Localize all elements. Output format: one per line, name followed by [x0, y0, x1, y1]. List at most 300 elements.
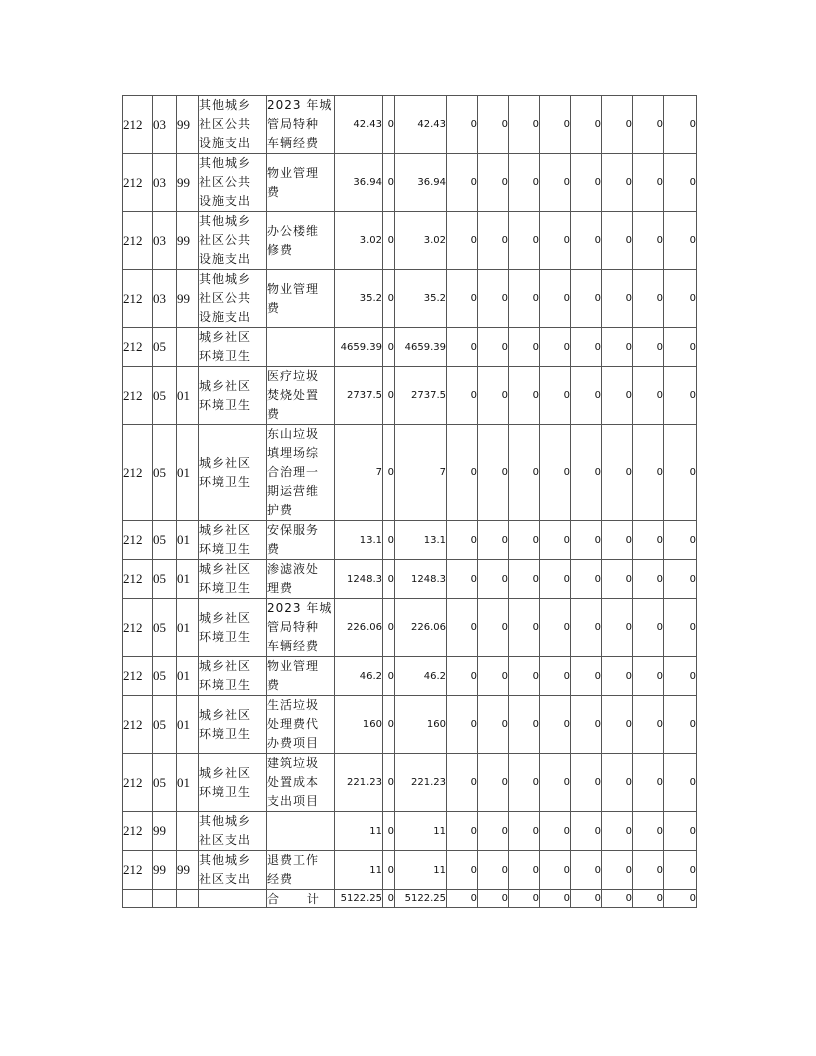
class-code: 212 — [123, 96, 153, 154]
value-cell: 0 — [447, 154, 478, 212]
item-name — [199, 154, 267, 212]
value-cell: 0 — [571, 657, 602, 696]
item-name-line: 城乡社区 — [199, 610, 252, 625]
item-code: 01 — [177, 521, 199, 560]
value-cell: 0 — [509, 270, 540, 328]
item-code: 01 — [177, 560, 199, 599]
value-cell: 0 — [571, 154, 602, 212]
table-body — [123, 96, 697, 908]
project-name-line: 物业管理 — [267, 659, 320, 673]
project-name-line: 车辆经费 — [267, 639, 320, 653]
value-cell: 0 — [571, 425, 602, 521]
value-cell: 0 — [664, 328, 697, 367]
project-name-line: 费 — [267, 542, 281, 556]
value-cell: 0 — [540, 96, 571, 154]
item-name-line: 设施支出 — [199, 194, 252, 208]
item-code — [177, 328, 199, 367]
value-cell: 0 — [383, 521, 395, 560]
project-name-line: 费 — [267, 678, 281, 692]
total-amount: 2737.5 — [335, 367, 383, 425]
total-amount: 35.2 — [335, 270, 383, 328]
item-code: 99 — [177, 851, 199, 890]
project-name-line: 安保服务 — [267, 523, 320, 537]
value-cell: 0 — [664, 890, 697, 908]
value-cell: 0 — [664, 599, 697, 657]
total-amount: 1248.3 — [335, 560, 383, 599]
value-cell: 0 — [383, 599, 395, 657]
section-code: 03 — [153, 270, 177, 328]
table-row — [123, 96, 697, 154]
total-amount: 13.1 — [335, 521, 383, 560]
value-cell: 0 — [633, 890, 664, 908]
budget-table — [122, 95, 697, 908]
subtotal-amount: 3.02 — [395, 212, 447, 270]
value-cell: 0 — [478, 890, 509, 908]
value-cell: 0 — [383, 754, 395, 812]
value-cell: 0 — [509, 154, 540, 212]
total-amount: 226.06 — [335, 599, 383, 657]
value-cell: 0 — [602, 154, 633, 212]
value-cell: 0 — [540, 754, 571, 812]
project-name — [267, 425, 335, 521]
item-name-line: 环境卫生 — [199, 678, 252, 692]
table-row — [123, 521, 697, 560]
item-name-line: 设施支出 — [199, 252, 252, 266]
value-cell: 0 — [571, 851, 602, 890]
value-cell: 0 — [633, 425, 664, 521]
item-name-line: 设施支出 — [199, 310, 252, 324]
subtotal-amount: 2737.5 — [395, 367, 447, 425]
item-name — [199, 212, 267, 270]
project-name-line: 退费工作 — [267, 853, 320, 867]
section-code: 05 — [153, 560, 177, 599]
value-cell: 0 — [633, 367, 664, 425]
item-name-line: 其他城乡 — [199, 98, 252, 112]
item-name-line: 社区支出 — [199, 872, 252, 886]
subtotal-amount: 1248.3 — [395, 560, 447, 599]
item-code: 01 — [177, 367, 199, 425]
item-name-line: 设施支出 — [199, 136, 252, 150]
table-row — [123, 657, 697, 696]
table-row — [123, 270, 697, 328]
section-code: 99 — [153, 812, 177, 851]
value-cell: 0 — [478, 154, 509, 212]
item-name-line: 其他城乡 — [199, 272, 252, 286]
value-cell: 0 — [540, 657, 571, 696]
value-cell: 0 — [602, 599, 633, 657]
item-name-line: 环境卫生 — [199, 397, 252, 412]
value-cell: 0 — [602, 270, 633, 328]
project-name — [267, 328, 335, 367]
project-name-line: 合治理一 — [267, 465, 320, 479]
class-code: 212 — [123, 560, 153, 599]
section-code: 99 — [153, 851, 177, 890]
item-name-line: 其他城乡 — [199, 214, 252, 228]
subtotal-amount: 46.2 — [395, 657, 447, 696]
value-cell: 0 — [478, 851, 509, 890]
project-name-line: 医疗垃圾 — [267, 369, 320, 383]
item-code: 01 — [177, 696, 199, 754]
value-cell: 0 — [540, 521, 571, 560]
value-cell: 0 — [478, 560, 509, 599]
project-name-line: 2023 年城 — [267, 98, 333, 112]
item-name — [199, 425, 267, 521]
value-cell: 0 — [447, 270, 478, 328]
value-cell: 0 — [571, 754, 602, 812]
value-cell: 0 — [602, 212, 633, 270]
value-cell: 0 — [383, 890, 395, 908]
project-name — [267, 560, 335, 599]
class-code: 212 — [123, 521, 153, 560]
value-cell: 0 — [602, 696, 633, 754]
value-cell: 0 — [540, 560, 571, 599]
value-cell: 0 — [633, 270, 664, 328]
value-cell: 0 — [571, 890, 602, 908]
project-name-line: 东山垃圾 — [267, 427, 320, 441]
item-name-line: 城乡社区 — [199, 659, 252, 673]
project-name-line: 填埋场综 — [267, 446, 320, 460]
value-cell: 0 — [447, 851, 478, 890]
value-cell: 0 — [540, 599, 571, 657]
item-name — [199, 367, 267, 425]
class-code: 212 — [123, 851, 153, 890]
value-cell: 0 — [509, 96, 540, 154]
item-name-line: 城乡社区 — [199, 707, 252, 722]
value-cell: 0 — [633, 328, 664, 367]
item-name-line: 城乡社区 — [199, 378, 252, 393]
class-code: 212 — [123, 212, 153, 270]
empty-cell — [199, 890, 267, 908]
table-row — [123, 154, 697, 212]
item-name — [199, 96, 267, 154]
value-cell: 0 — [383, 270, 395, 328]
project-name-line: 物业管理 — [267, 165, 320, 180]
section-code: 05 — [153, 599, 177, 657]
item-name — [199, 812, 267, 851]
value-cell: 0 — [571, 560, 602, 599]
value-cell: 0 — [478, 212, 509, 270]
section-code: 03 — [153, 96, 177, 154]
value-cell: 0 — [664, 367, 697, 425]
value-cell: 0 — [540, 425, 571, 521]
value-cell: 0 — [447, 696, 478, 754]
value-cell: 0 — [664, 657, 697, 696]
table-row — [123, 328, 697, 367]
total-amount: 42.43 — [335, 96, 383, 154]
value-cell: 0 — [509, 599, 540, 657]
value-cell: 0 — [602, 328, 633, 367]
total-amount: 221.23 — [335, 754, 383, 812]
item-name — [199, 270, 267, 328]
value-cell: 0 — [571, 96, 602, 154]
item-code: 01 — [177, 754, 199, 812]
subtotal-amount: 13.1 — [395, 521, 447, 560]
item-name — [199, 696, 267, 754]
value-cell: 0 — [571, 270, 602, 328]
item-code: 99 — [177, 212, 199, 270]
project-name-line: 办公楼维 — [267, 223, 320, 238]
value-cell: 0 — [602, 96, 633, 154]
class-code: 212 — [123, 154, 153, 212]
item-name-line: 其他城乡 — [199, 156, 252, 170]
value-cell: 0 — [602, 657, 633, 696]
item-name-line: 城乡社区 — [199, 523, 252, 537]
value-cell: 0 — [478, 812, 509, 851]
project-name-line: 护费 — [267, 503, 294, 517]
item-name — [199, 560, 267, 599]
value-cell: 0 — [633, 521, 664, 560]
table-row — [123, 812, 697, 851]
value-cell: 0 — [509, 812, 540, 851]
subtotal-amount: 226.06 — [395, 599, 447, 657]
item-name — [199, 851, 267, 890]
value-cell: 0 — [447, 367, 478, 425]
item-name-line: 环境卫生 — [199, 629, 252, 644]
value-cell: 0 — [478, 657, 509, 696]
value-cell: 0 — [383, 212, 395, 270]
value-cell: 0 — [383, 367, 395, 425]
item-name-line: 环境卫生 — [199, 784, 252, 799]
value-cell: 0 — [509, 657, 540, 696]
project-name-line: 管局特种 — [267, 620, 320, 634]
value-cell: 0 — [571, 521, 602, 560]
project-name-line: 焚烧处置 — [267, 388, 320, 402]
value-cell: 0 — [633, 851, 664, 890]
section-code: 05 — [153, 696, 177, 754]
table-row — [123, 754, 697, 812]
item-name-line: 社区公共 — [199, 175, 252, 189]
item-name-line: 城乡社区 — [199, 562, 252, 576]
subtotal-amount: 42.43 — [395, 96, 447, 154]
value-cell: 0 — [383, 154, 395, 212]
subtotal-amount: 7 — [395, 425, 447, 521]
project-name-line: 费 — [267, 300, 281, 315]
project-name-line: 费 — [267, 184, 281, 199]
subtotal-amount: 160 — [395, 696, 447, 754]
total-amount: 7 — [335, 425, 383, 521]
value-cell: 0 — [633, 696, 664, 754]
value-cell: 0 — [540, 812, 571, 851]
value-cell: 0 — [447, 96, 478, 154]
value-cell: 0 — [447, 212, 478, 270]
item-name-line: 环境卫生 — [199, 474, 252, 489]
table-row — [123, 367, 697, 425]
class-code: 212 — [123, 754, 153, 812]
value-cell: 0 — [540, 851, 571, 890]
table-row — [123, 599, 697, 657]
class-code: 212 — [123, 367, 153, 425]
value-cell: 0 — [478, 599, 509, 657]
value-cell: 0 — [664, 696, 697, 754]
project-name — [267, 599, 335, 657]
value-cell: 0 — [664, 154, 697, 212]
project-name-line: 处理费代 — [267, 717, 320, 731]
item-name-line: 其他城乡 — [199, 814, 252, 828]
value-cell: 0 — [478, 328, 509, 367]
table-row — [123, 851, 697, 890]
value-cell: 0 — [633, 560, 664, 599]
item-name-line: 社区公共 — [199, 291, 252, 305]
value-cell: 0 — [540, 328, 571, 367]
value-cell: 0 — [633, 96, 664, 154]
section-code: 05 — [153, 521, 177, 560]
value-cell: 0 — [447, 560, 478, 599]
value-cell: 0 — [383, 425, 395, 521]
item-code: 99 — [177, 270, 199, 328]
value-cell: 0 — [478, 425, 509, 521]
total-amount: 3.02 — [335, 212, 383, 270]
project-name-line: 修费 — [267, 242, 294, 257]
value-cell: 0 — [633, 754, 664, 812]
class-code: 212 — [123, 657, 153, 696]
section-code: 05 — [153, 657, 177, 696]
project-name-line: 支出项目 — [267, 794, 320, 808]
value-cell: 0 — [664, 270, 697, 328]
item-name — [199, 754, 267, 812]
project-name-line: 费 — [267, 407, 281, 421]
project-name-line: 渗滤液处 — [267, 562, 320, 576]
project-name-line: 生活垃圾 — [267, 698, 320, 712]
subtotal-amount: 35.2 — [395, 270, 447, 328]
value-cell: 0 — [664, 521, 697, 560]
item-name-line: 城乡社区 — [199, 455, 252, 470]
value-cell: 0 — [478, 521, 509, 560]
project-name — [267, 212, 335, 270]
value-cell: 0 — [383, 560, 395, 599]
value-cell: 0 — [509, 696, 540, 754]
value-cell: 0 — [383, 96, 395, 154]
value-cell: 0 — [509, 328, 540, 367]
project-name-line: 理费 — [267, 581, 294, 595]
total-amount: 160 — [335, 696, 383, 754]
section-code: 05 — [153, 328, 177, 367]
value-cell: 0 — [509, 754, 540, 812]
value-cell: 0 — [447, 425, 478, 521]
project-name-line: 管局特种 — [267, 117, 320, 131]
value-cell: 0 — [571, 812, 602, 851]
item-name-line: 城乡社区 — [199, 765, 252, 780]
value-cell: 0 — [602, 890, 633, 908]
value-cell: 0 — [540, 890, 571, 908]
project-name-line: 期运营维 — [267, 484, 320, 498]
value-cell: 0 — [602, 851, 633, 890]
project-name — [267, 521, 335, 560]
value-cell: 0 — [540, 270, 571, 328]
value-cell: 0 — [602, 425, 633, 521]
value-cell: 0 — [571, 367, 602, 425]
table-row — [123, 560, 697, 599]
total-label: 合 计 — [267, 890, 335, 908]
item-name-line: 城乡社区 — [199, 330, 252, 344]
value-cell: 0 — [478, 270, 509, 328]
value-cell: 0 — [509, 890, 540, 908]
project-name-line: 车辆经费 — [267, 136, 320, 150]
total-amount: 36.94 — [335, 154, 383, 212]
value-cell: 0 — [633, 812, 664, 851]
project-name — [267, 657, 335, 696]
subtotal-amount: 221.23 — [395, 754, 447, 812]
value-cell: 0 — [664, 812, 697, 851]
value-cell: 0 — [664, 851, 697, 890]
item-name — [199, 599, 267, 657]
value-cell: 0 — [509, 425, 540, 521]
subtotal-amount: 11 — [395, 851, 447, 890]
value-cell: 0 — [540, 696, 571, 754]
project-name-line: 经费 — [267, 872, 294, 886]
value-cell: 0 — [633, 657, 664, 696]
value-cell: 0 — [540, 212, 571, 270]
value-cell: 0 — [602, 754, 633, 812]
value-cell: 0 — [383, 851, 395, 890]
item-name-line: 环境卫生 — [199, 726, 252, 741]
item-code: 99 — [177, 96, 199, 154]
subtotal-amount: 36.94 — [395, 154, 447, 212]
item-name-line: 环境卫生 — [199, 581, 252, 595]
class-code: 212 — [123, 696, 153, 754]
class-code: 212 — [123, 599, 153, 657]
section-code: 03 — [153, 154, 177, 212]
item-name — [199, 328, 267, 367]
subtotal-amount: 11 — [395, 812, 447, 851]
value-cell: 0 — [447, 812, 478, 851]
value-cell: 0 — [478, 696, 509, 754]
value-cell: 0 — [383, 696, 395, 754]
value-cell: 0 — [509, 851, 540, 890]
value-cell: 0 — [633, 599, 664, 657]
total-amount: 46.2 — [335, 657, 383, 696]
item-code: 01 — [177, 425, 199, 521]
value-cell: 0 — [447, 754, 478, 812]
section-code: 03 — [153, 212, 177, 270]
item-name-line: 其他城乡 — [199, 853, 252, 867]
value-cell: 0 — [571, 212, 602, 270]
value-cell: 0 — [664, 212, 697, 270]
section-code: 05 — [153, 367, 177, 425]
total-amount: 11 — [335, 812, 383, 851]
project-name-line: 办费项目 — [267, 736, 320, 750]
class-code: 212 — [123, 270, 153, 328]
value-cell: 0 — [571, 599, 602, 657]
value-cell: 0 — [509, 212, 540, 270]
class-code: 212 — [123, 812, 153, 851]
project-name — [267, 96, 335, 154]
item-code: 99 — [177, 154, 199, 212]
value-cell: 0 — [571, 328, 602, 367]
value-cell: 0 — [633, 154, 664, 212]
project-name-line: 处置成本 — [267, 775, 320, 789]
value-cell: 0 — [633, 212, 664, 270]
item-name-line: 环境卫生 — [199, 349, 252, 363]
value-cell: 0 — [602, 560, 633, 599]
value-cell: 0 — [447, 599, 478, 657]
project-name — [267, 851, 335, 890]
value-cell: 0 — [447, 521, 478, 560]
value-cell: 0 — [478, 96, 509, 154]
class-code: 212 — [123, 328, 153, 367]
value-cell: 0 — [664, 560, 697, 599]
total-amount: 11 — [335, 851, 383, 890]
value-cell: 0 — [447, 657, 478, 696]
item-name — [199, 521, 267, 560]
table-row — [123, 425, 697, 521]
section-code: 05 — [153, 425, 177, 521]
grand-total: 5122.25 — [335, 890, 383, 908]
value-cell: 0 — [509, 367, 540, 425]
item-code: 01 — [177, 657, 199, 696]
value-cell: 0 — [383, 657, 395, 696]
empty-cell — [123, 890, 153, 908]
project-name — [267, 754, 335, 812]
